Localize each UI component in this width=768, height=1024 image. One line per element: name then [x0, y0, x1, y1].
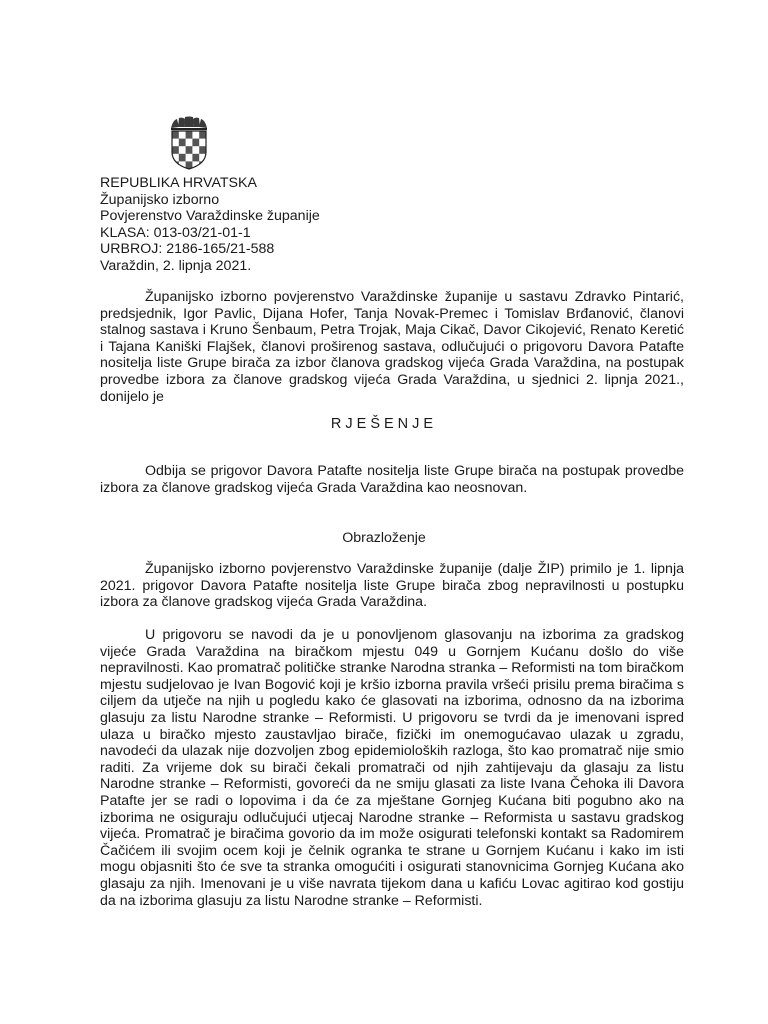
- header-klasa: KLASA: 013-03/21-01-1: [100, 224, 251, 241]
- document-header: [100, 175, 320, 275]
- intro-paragraph: Županijsko izborno povjerenstvo Varaždinske županije u sastavu Zdravko Pintarić, predsjednik, Igor Pavlic, Dijana Hofer, Tanja Novak-Premec i Tomislav Brđanović, članovi stalnog sastava i Kruno Šenbaum, Petra Trojak, Maja Cikač, Davor Cikojević, Renato Keretić i Tajana Kaniški Flajšek, članovi proširenog sastava, odlučujući o prigovoru Davora Patafte nositelja liste Grupe birača za izbor članova gradskog vijeća Grada Varaždina, na postupak provedbe izbora za članove gradskog vijeća Grada Varaždina, u sjednici 2. lipnja 2021., donijelo je: [100, 289, 684, 405]
- document-title: RJEŠENJE: [330, 416, 438, 432]
- reasoning-paragraph-1: Županijsko izborno povjerenstvo Varaždinske županije (dalje ŽIP) primilo je 1. lipnja 2021. prigovor Davora Patafte nositelja liste Grupe birača zbog nepravilnosti u postupku izbora za članove gradskog vijeća Grada Varaždina.: [100, 561, 684, 611]
- decision-paragraph: Odbija se prigovor Davora Patafte nositelja liste Grupe birača na postupak provedbe izbora za članove gradskog vijeća Grada Varaždina kao neosnovan.: [100, 463, 684, 496]
- header-body-line1: Županijsko izborno: [100, 191, 220, 208]
- header-body-line2: Povjerenstvo Varaždinske županije: [100, 208, 320, 225]
- header-urbroj: URBROJ: 2186-165/21-588: [100, 241, 275, 258]
- header-place-date: Varaždin, 2. lipnja 2021.: [100, 257, 252, 274]
- coat-of-arms-icon: [168, 116, 210, 170]
- header-country: REPUBLIKA HRVATSKA: [100, 175, 257, 191]
- reasoning-paragraph-2: U prigovoru se navodi da je u ponovljenom glasovanju na izborima za gradskog vijeće Grada Varaždina na biračkom mjestu 049 u Gornjem Kućanu došlo do više nepravilnosti. Kao promatrač političke stranke Narodna stranka – Reformisti na tom biračkom mjestu sudjelovao je Ivan Bogović koji je kršio izborna pravila vršeći prisilu prema biračima s ciljem da utječe na njih u pogledu kako će glasovati na izborima, odnosno da na izborima glasuju za listu Narodne stranke – Reformisti. U prigovoru se tvrdi da je imenovani ispred ulaza u biračko mjesto zaustavljao birače, fizički im onemogućavao ulazak u zgradu, navodeći da ulazak nije dozvoljen zbog epidemioloških razloga, što kao promatrač nije smio raditi. Za vrijeme dok su birači čekali promatrači od njih zahtijevaju da glasaju za listu Narodne stranke – Reformisti, govoreći da ne smiju glasati za liste Ivana Čehoka ili Davora Patafte jer se radi o lopovima i da će za mještane Gornjeg Kućana biti pogubno ako na izborima ne osiguraju odlučujući utjecaj Narodne stranke – Reformista u sastavu gradskog vijeća. Promatrač je biračima govorio da im može osigurati telefonski kontakt sa Radomirem Čačićem ili svojim ocem koji je čelnik ogranka te strane u Gornjem Kućanu i kako im isti mogu objasniti što će sve ta stranka omogućiti i osigurati stanovnicima Gornjeg Kućana ako glasaju za njih. Imenovani je u više navrata tijekom dana u kafiću Lovac agitirao kod gostiju da na izborima glasuju za listu Narodne stranke – Reformisti.: [100, 627, 684, 909]
- section-subtitle: Obrazloženje: [342, 530, 426, 546]
